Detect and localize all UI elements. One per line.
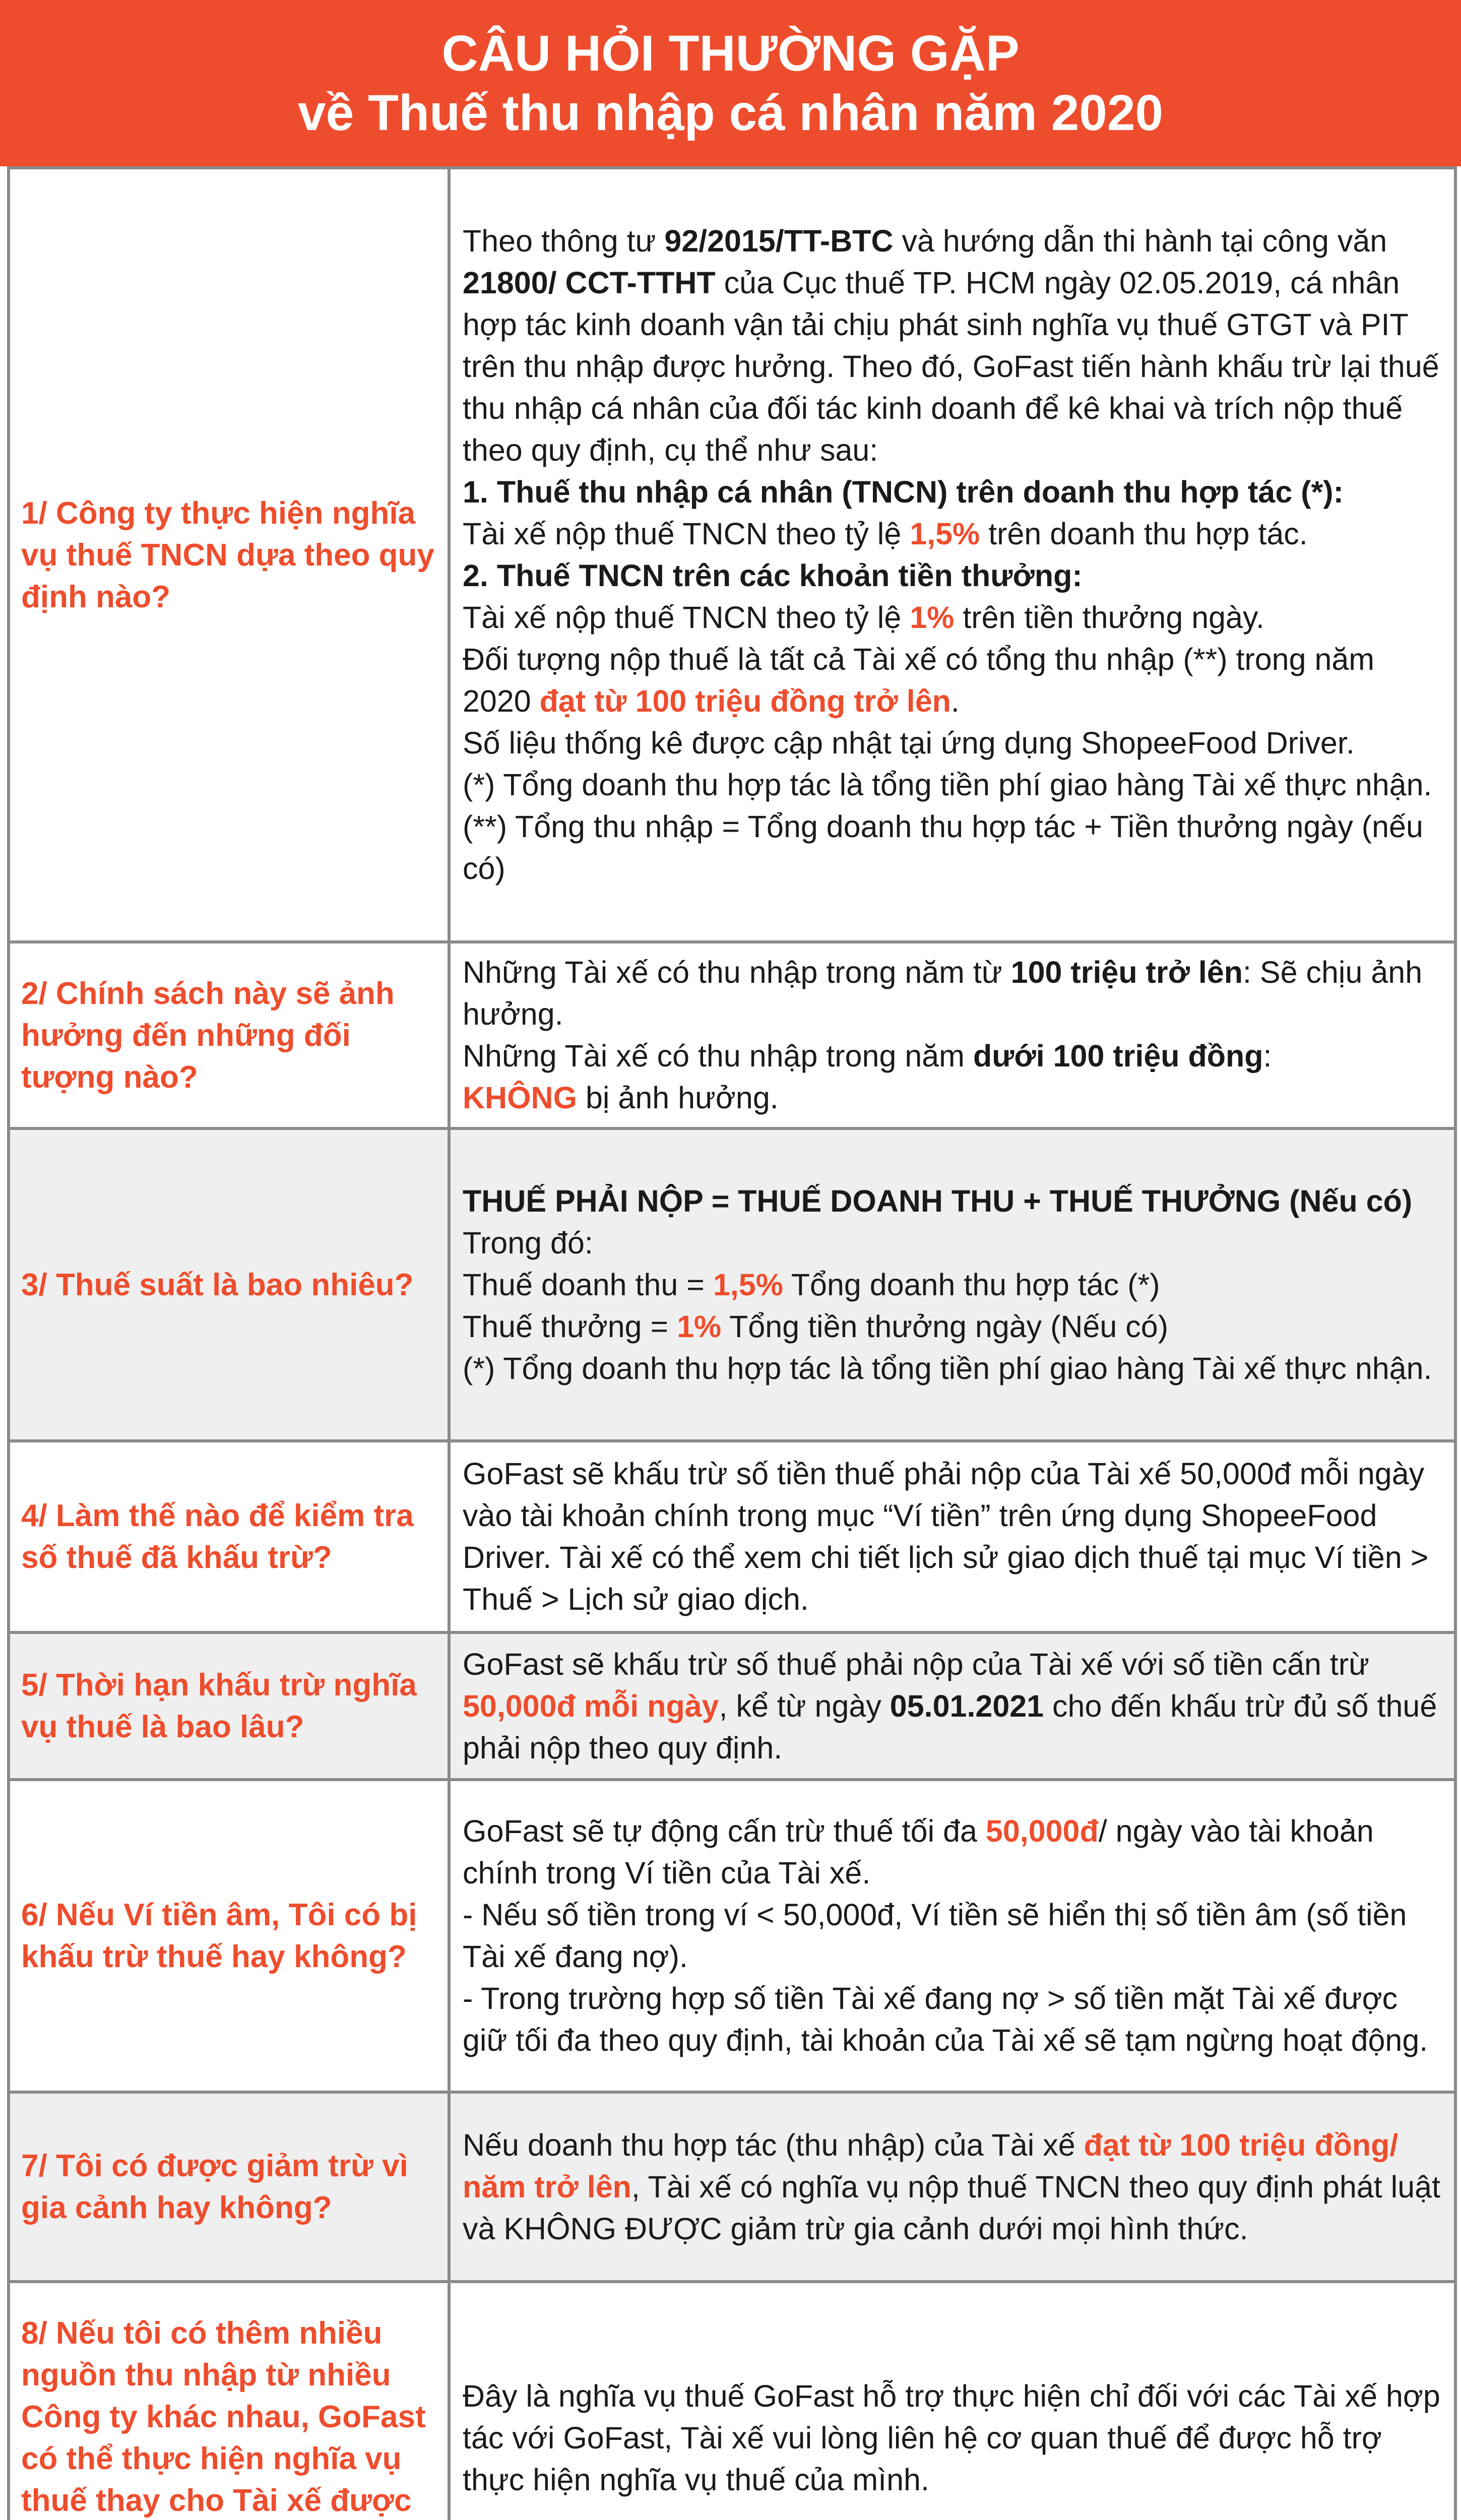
page-subtitle: về Thuế thu nhập cá nhân năm 2020 [297, 85, 1164, 141]
faq-question-2: 2/ Chính sách này sẽ ảnh hưởng đến những đối tượng nào? [9, 942, 449, 1128]
page-title: CÂU HỎI THƯỜNG GẶP [441, 25, 1020, 82]
faq-question-7: 7/ Tôi có được giảm trừ vì gia cảnh hay không? [9, 2092, 449, 2282]
text: Tổng doanh thu hợp tác (*) [783, 1267, 1160, 1302]
faq-answer-1 [449, 168, 1455, 942]
text: GoFast sẽ khấu trừ số thuế phải nộp của Tài xế với số tiền cấn trừ [463, 1647, 1369, 1681]
faq-question-5: 5/ Thời hạn khấu trừ nghĩa vụ thuế là bao lâu? [9, 1632, 449, 1780]
daily-deduction-amount: 50,000đ mỗi ngày [463, 1688, 719, 1723]
text: trên doanh thu hợp tác. [980, 517, 1308, 551]
footnote: (*) Tổng doanh thu hợp tác là tổng tiền phí giao hàng Tài xế thực nhận. [463, 768, 1432, 802]
text: trên tiền thưởng ngày. [954, 600, 1264, 635]
faq-question-3: 3/ Thuế suất là bao nhiêu? [9, 1128, 449, 1441]
max-deduction-amount: 50,000đ [985, 1814, 1099, 1848]
text: Đối tượng nộp thuế là tất cả Tài xế có tổng thu nhập (**) trong năm 2020 [463, 642, 1375, 718]
circular-number: 92/2015/TT-BTC [664, 224, 894, 258]
text: và hướng dẫn thi hành tại công văn [893, 224, 1387, 258]
text: Theo thông tư [463, 224, 665, 258]
tax-rate: 1,5% [713, 1267, 783, 1302]
faq-answer-5 [449, 1632, 1455, 1780]
income-threshold: 100 triệu trở lên [1010, 955, 1243, 989]
text: GoFast sẽ tự động cấn trừ thuế tối đa [463, 1814, 986, 1848]
tax-rate: 1% [910, 600, 955, 635]
text: Tổng tiền thưởng ngày (Nếu có) [721, 1309, 1169, 1344]
answer-line [463, 513, 1443, 555]
faq-row-3 [9, 1128, 1455, 1441]
not-affected: KHÔNG [463, 1081, 578, 1115]
answer-line [463, 639, 1443, 722]
document-number: 21800/ CCT-TTHT [463, 266, 716, 300]
text: Thuế doanh thu = [463, 1267, 713, 1302]
faq-row-7 [9, 2092, 1455, 2282]
text: của Cục thuế TP. HCM ngày 02.05.2019, cá nhân hợp tác kinh doanh vận tải chịu phát sinh nghĩa vụ thuế GTGT và PIT trên thu nhập được hưởng. Theo đó, GoFast tiến hành khấu trừ lại thuế thu nhập cá nhân của đối tác kinh doanh để kê khai và trích nộp thuế theo quy định, cụ thể như sau: [463, 266, 1439, 467]
text: : Sẽ chịu ảnh hưởng. [463, 955, 1423, 1031]
tax-formula: THUẾ PHẢI NỘP = THUẾ DOANH THU + THUẾ THƯỞNG (Nếu có) [463, 1183, 1413, 1218]
text: Tài xế nộp thuế TNCN theo tỷ lệ [463, 517, 910, 551]
faq-row-6 [9, 1780, 1455, 2092]
faq-answer-2 [449, 942, 1455, 1128]
answer-line: - Trong trường hợp số tiền Tài xế đang nợ > số tiền mặt Tài xế được giữ tối đa theo quy định, tài khoản của Tài xế sẽ tạm ngừng hoạt động. [463, 1981, 1428, 2057]
text: cho đến khấu trừ đủ số thuế phải nộp theo quy định. [463, 1688, 1437, 1765]
section-heading-1: 1. Thuế thu nhập cá nhân (TNCN) trên doanh thu hợp tác (*): [463, 475, 1344, 509]
answer-line: - Nếu số tiền trong ví < 50,000đ, Ví tiền sẽ hiển thị số tiền âm (số tiền Tài xế đang nợ). [463, 1898, 1407, 1974]
faq-row-5 [9, 1632, 1455, 1780]
tax-rate: 1,5% [910, 517, 980, 551]
faq-question-8: 8/ Nếu tôi có thêm nhiều nguồn thu nhập từ nhiều Công ty khác nhau, GoFast có thể thực hiện nghĩa vụ thuế thay cho Tài xế được [9, 2282, 449, 2520]
answer-line [463, 1306, 1443, 1348]
tax-rate: 1% [677, 1309, 722, 1344]
income-threshold: đạt từ 100 triệu đồng/ năm trở lên [463, 2127, 1399, 2204]
faq-answer-3 [449, 1128, 1455, 1441]
faq-question-4: 4/ Làm thế nào để kiểm tra số thuế đã khấu trừ? [9, 1441, 449, 1632]
footnote: (*) Tổng doanh thu hợp tác là tổng tiền phí giao hàng Tài xế thực nhận. [463, 1351, 1432, 1385]
faq-row-1 [9, 168, 1455, 942]
text: Tài xế nộp thuế TNCN theo tỷ lệ [463, 600, 910, 635]
faq-row-8 [9, 2282, 1455, 2520]
text: Nếu doanh thu hợp tác (thu nhập) của Tài xế [463, 2127, 1084, 2162]
answer-line: Trong đó: [463, 1225, 593, 1260]
faq-row-4 [9, 1441, 1455, 1632]
answer-line: Số liệu thống kê được cập nhật tại ứng dụng ShopeeFood Driver. [463, 726, 1355, 760]
faq-answer-8: Đây là nghĩa vụ thuế GoFast hỗ trợ thực hiện chỉ đối với các Tài xế hợp tác với GoFast, Tài xế vui lòng liên hệ cơ quan thuế để được hỗ trợ thực hiện nghĩa vụ thuế của mình. [449, 2282, 1455, 2520]
text: Thuế thưởng = [463, 1309, 677, 1344]
page-header [0, 0, 1461, 166]
text: / ngày vào tài khoản chính trong Ví tiền của Tài xế. [463, 1814, 1374, 1890]
answer-line [463, 597, 1443, 639]
answer-line [463, 1810, 1443, 1894]
income-threshold: dưới 100 triệu đồng [973, 1039, 1263, 1073]
start-date: 05.01.2021 [890, 1688, 1044, 1723]
faq-answer-6 [449, 1780, 1455, 2092]
answer-line [463, 1264, 1443, 1306]
faq-table [7, 166, 1457, 2520]
answer-line [463, 952, 1443, 1035]
text: Những Tài xế có thu nhập trong năm [463, 1039, 973, 1073]
footnote: (**) Tổng thu nhập = Tổng doanh thu hợp tác + Tiền thưởng ngày (nếu có) [463, 809, 1423, 886]
faq-question-6: 6/ Nếu Ví tiền âm, Tôi có bị khấu trừ thuế hay không? [9, 1780, 449, 2092]
faq-question-1: 1/ Công ty thực hiện nghĩa vụ thuế TNCN dựa theo quy định nào? [9, 168, 449, 942]
faq-answer-7 [449, 2092, 1455, 2282]
text: , kể từ ngày [719, 1688, 890, 1723]
text: . [950, 684, 960, 718]
text: Những Tài xế có thu nhập trong năm từ [463, 955, 1011, 989]
answer-line [463, 1035, 1443, 1119]
text: bị ảnh hưởng. [577, 1081, 779, 1115]
text: : [1263, 1039, 1272, 1073]
income-threshold: đạt từ 100 triệu đồng trở lên [539, 684, 951, 718]
faq-row-2 [9, 942, 1455, 1128]
faq-answer-4: GoFast sẽ khấu trừ số tiền thuế phải nộp của Tài xế 50,000đ mỗi ngày vào tài khoản chính trong mục “Ví tiền” trên ứng dụng ShopeeFood Driver. Tài xế có thể xem chi tiết lịch sử giao dịch thuế tại mục Ví tiền > Thuế > Lịch sử giao dịch. [449, 1441, 1455, 1632]
answer-paragraph [463, 220, 1443, 471]
section-heading-2: 2. Thuế TNCN trên các khoản tiền thưởng: [463, 558, 1083, 593]
text: , Tài xế có nghĩa vụ nộp thuế TNCN theo quy định phát luật và KHÔNG ĐƯỢC giảm trừ gia cảnh dưới mọi hình thức. [463, 2169, 1440, 2246]
